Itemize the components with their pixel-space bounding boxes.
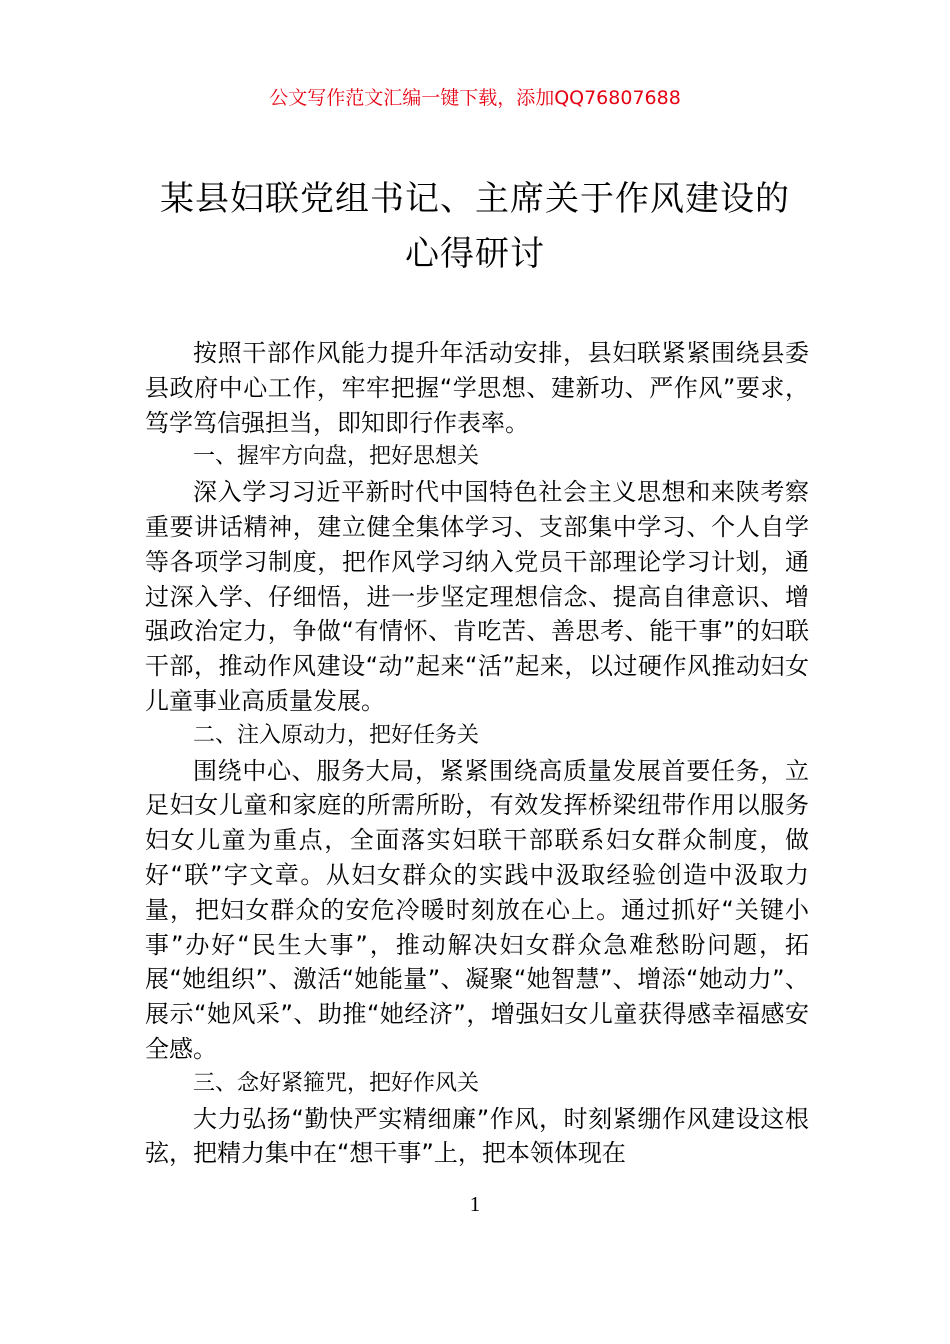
title-line-1: 某县妇联党组书记、主席关于作风建设的 (160, 179, 790, 219)
section-paragraph-1: 深入学习习近平新时代中国特色社会主义思想和来陕考察重要讲话精神，建立健全集体学习、支部集中学习、个人自学等各项学习制度，把作风学习纳入党员干部理论学习计划，通过深入学、仔细悟，进一步坚定理想信念、提高自律意识、增强政治定力，争做“有情怀、肯吃苦、善思考、能干事”的妇联干部，推动作风建设“动”起来“活”起来，以过硬作风推动妇女儿童事业高质量发展。 (145, 478, 809, 715)
section-paragraph-3: 大力弘扬“勤快严实精细廉”作风，时刻紧绷作风建设这根弦，把精力集中在“想干事”上，把本领体现在 (145, 1104, 809, 1168)
download-banner: 公文写作范文汇编一键下载，添加QQ76807688 (269, 87, 681, 109)
section-heading-1: 一、握牢方向盘，把好思想关 (193, 444, 480, 470)
document-body (145, 336, 809, 1171)
document-title (120, 172, 830, 282)
section-heading-3: 三、念好紧箍咒，把好作风关 (193, 1070, 480, 1096)
intro-paragraph: 按照干部作风能力提升年活动安排，县妇联紧紧围绕县委县政府中心工作，牢牢把握“学思想、建新功、严作风”要求，笃学笃信强担当，即知即行作表率。 (145, 339, 809, 437)
title-line-2: 心得研讨 (405, 234, 545, 274)
section-paragraph-2: 围绕中心、服务大局，紧紧围绕高质量发展首要任务，立足妇女儿童和家庭的所需所盼，有效发挥桥梁纽带作用以服务妇女儿童为重点，全面落实妇联干部联系妇女群众制度，做好“联”字文章。从妇女群众的实践中汲取经验创造中汲取力量，把妇女群众的安危冷暖时刻放在心上。通过抓好“关键小事”办好“民生大事”，推动解决妇女群众急难愁盼问题，拓展“她组织”、激活“她能量”、凝聚“她智慧”、增添“她动力”、展示“她风采”、助推“她经济”，增强妇女儿童获得感幸福感安全感。 (145, 756, 809, 1063)
page-number: 1 (469, 1192, 481, 1216)
section-heading-2: 二、注入原动力，把好任务关 (193, 722, 480, 748)
